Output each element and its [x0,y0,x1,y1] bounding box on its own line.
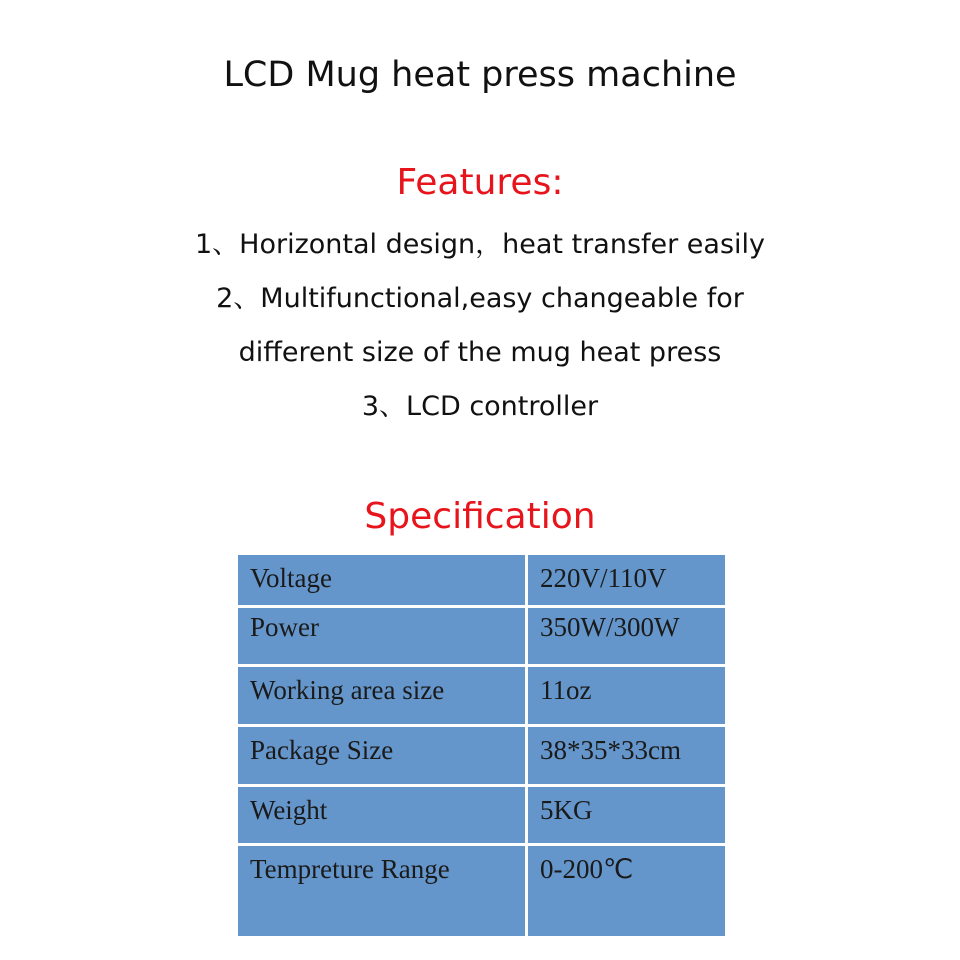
feature-line-2: 2、Multifunctional,easy changeable for [216,283,744,314]
spec-value: 11oz [527,666,727,726]
table-row [237,607,727,666]
feature-list [0,218,960,434]
spec-value: 220V/110V [527,554,727,607]
feature-line-1: 1、Horizontal design，heat transfer easily [194,229,766,260]
table-row [237,554,727,607]
spec-label: Working area size [237,666,527,726]
spec-value: 38*35*33cm [527,726,727,786]
feature-line-2-continued: different size of the mug heat press [238,337,722,368]
specification-table [235,552,728,939]
spec-value: 350W/300W [527,607,727,666]
table-row [237,666,727,726]
spec-label: Power [237,607,527,666]
page-title: LCD Mug heat press machine [223,55,737,95]
spec-label: Tempreture Range [237,845,527,938]
spec-value: 5KG [527,786,727,845]
spec-label: Weight [237,786,527,845]
spec-label: Package Size [237,726,527,786]
features-heading: Features: [396,162,564,203]
spec-value: 0-200℃ [527,845,727,938]
table-row [237,786,727,845]
table-row [237,845,727,938]
spec-label: Voltage [237,554,527,607]
table-row [237,726,727,786]
specification-heading: Specification [364,496,596,537]
feature-line-3: 3、LCD controller [361,391,599,422]
